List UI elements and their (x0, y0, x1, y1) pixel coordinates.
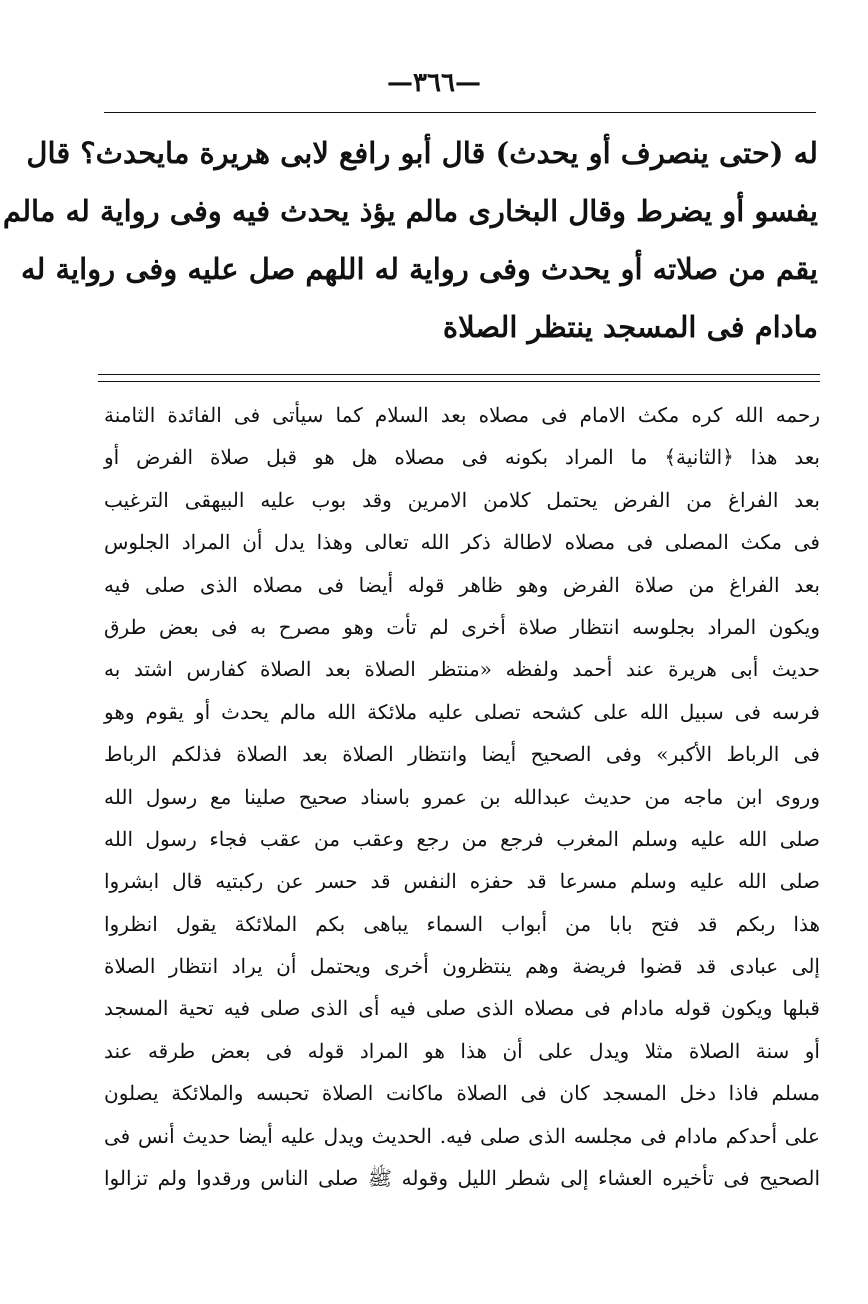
commentary-line: مسلم فاذا دخل المسجد كان فى الصلاة ماكانت الصلاة تحبسه والملائكة يصلون (104, 1081, 820, 1106)
commentary-line: الصحيح فى تأخيره العشاء إلى شطر الليل وقوله ﷺ صلى الناس ورقدوا ولم تزالوا (104, 1166, 820, 1191)
commentary-line: إلى عبادى قد قضوا فريضة وهم ينتظرون أخرى ويحتمل أن يراد انتظار الصلاة (104, 954, 820, 979)
commentary-text-block (104, 394, 820, 1199)
commentary-line: فرسه فى سبيل الله على كشحه تصلى عليه ملائكة الله مالم يحدث أو يقوم وهو (104, 699, 820, 724)
commentary-line: حديث أبى هريرة عند أحمد ولفظه «منتظر الصلاة بعد الصلاة كفارس اشتد به (104, 657, 820, 682)
matn-line: يفسو أو يضرط وقال البخارى مالم يؤذ يحدث فيه وفى رواية له مالم (2, 194, 818, 228)
matn-line: يقم من صلاته أو يحدث وفى رواية له اللهم صل عليه وفى رواية له (21, 252, 818, 286)
commentary-line: هذا ربكم قد فتح بابا من أبواب السماء يباهى بكم الملائكة يقول انظروا (104, 911, 820, 936)
commentary-line: بعد هذا ﴿الثانية﴾ ما المراد بكونه فى مصلاه هل هو قبل صلاة الفرض أو (104, 445, 820, 470)
header-rule (104, 112, 816, 113)
commentary-line: فى الرباط الأكبر» وفى الصحيح أيضا وانتظار الصلاة بعد الصلاة فذلكم الرباط (104, 742, 820, 767)
commentary-line: صلى الله عليه وسلم مسرعا قد حفزه النفس قد حسر عن ركبتيه قال ابشروا (104, 869, 820, 894)
commentary-line: أو سنة الصلاة مثلا ويدل على أن هذا هو المراد قوله فى بعض طرقه عند (104, 1038, 820, 1063)
commentary-line: على أحدكم مادام فى مجلسه الذى صلى فيه. الحديث ويدل عليه أيضا حديث أنس فى (104, 1123, 820, 1148)
commentary-line: رحمه الله كره مكث الامام فى مصلاه بعد السلام كما سيأتى فى الفائدة الثامنة (104, 403, 821, 427)
commentary-line: بعد الفراغ من الفرض يحتمل كلامن الامرين وقد بوب عليه البيهقى الترغيب (104, 487, 820, 512)
section-divider (98, 374, 820, 382)
matn-line: مادام فى المسجد ينتظر الصلاة (442, 310, 818, 344)
commentary-line: صلى الله عليه وسلم المغرب فرجع من رجع وعقب من عقب فجاء رسول الله (104, 826, 820, 851)
matn-text-block (2, 124, 818, 356)
page-number: —٣٦٦— (387, 68, 481, 98)
commentary-line: قبلها ويكون قوله مادام فى مصلاه الذى صلى فيه أى الذى صلى فيه تحية المسجد (104, 996, 820, 1021)
commentary-line: وروى ابن ماجه من حديث عبدالله بن عمرو باسناد صحيح صلينا مع رسول الله (104, 784, 820, 809)
commentary-line: ويكون المراد بجلوسه انتظار صلاة أخرى لم تأت وهو مصرح به فى بعض طرق (104, 614, 821, 639)
commentary-line: فى مكث المصلى فى مصلاه لاطالة ذكر الله تعالى وهذا يدل أن المراد الجلوس (104, 530, 820, 555)
commentary-line: بعد الفراغ من صلاة الفرض وهو ظاهر قوله أيضا فى مصلاه الذى صلى فيه (104, 572, 820, 597)
matn-line: له (حتى ينصرف أو يحدث) قال أبو رافع لابى هريرة مايحدث؟ قال (26, 136, 818, 170)
